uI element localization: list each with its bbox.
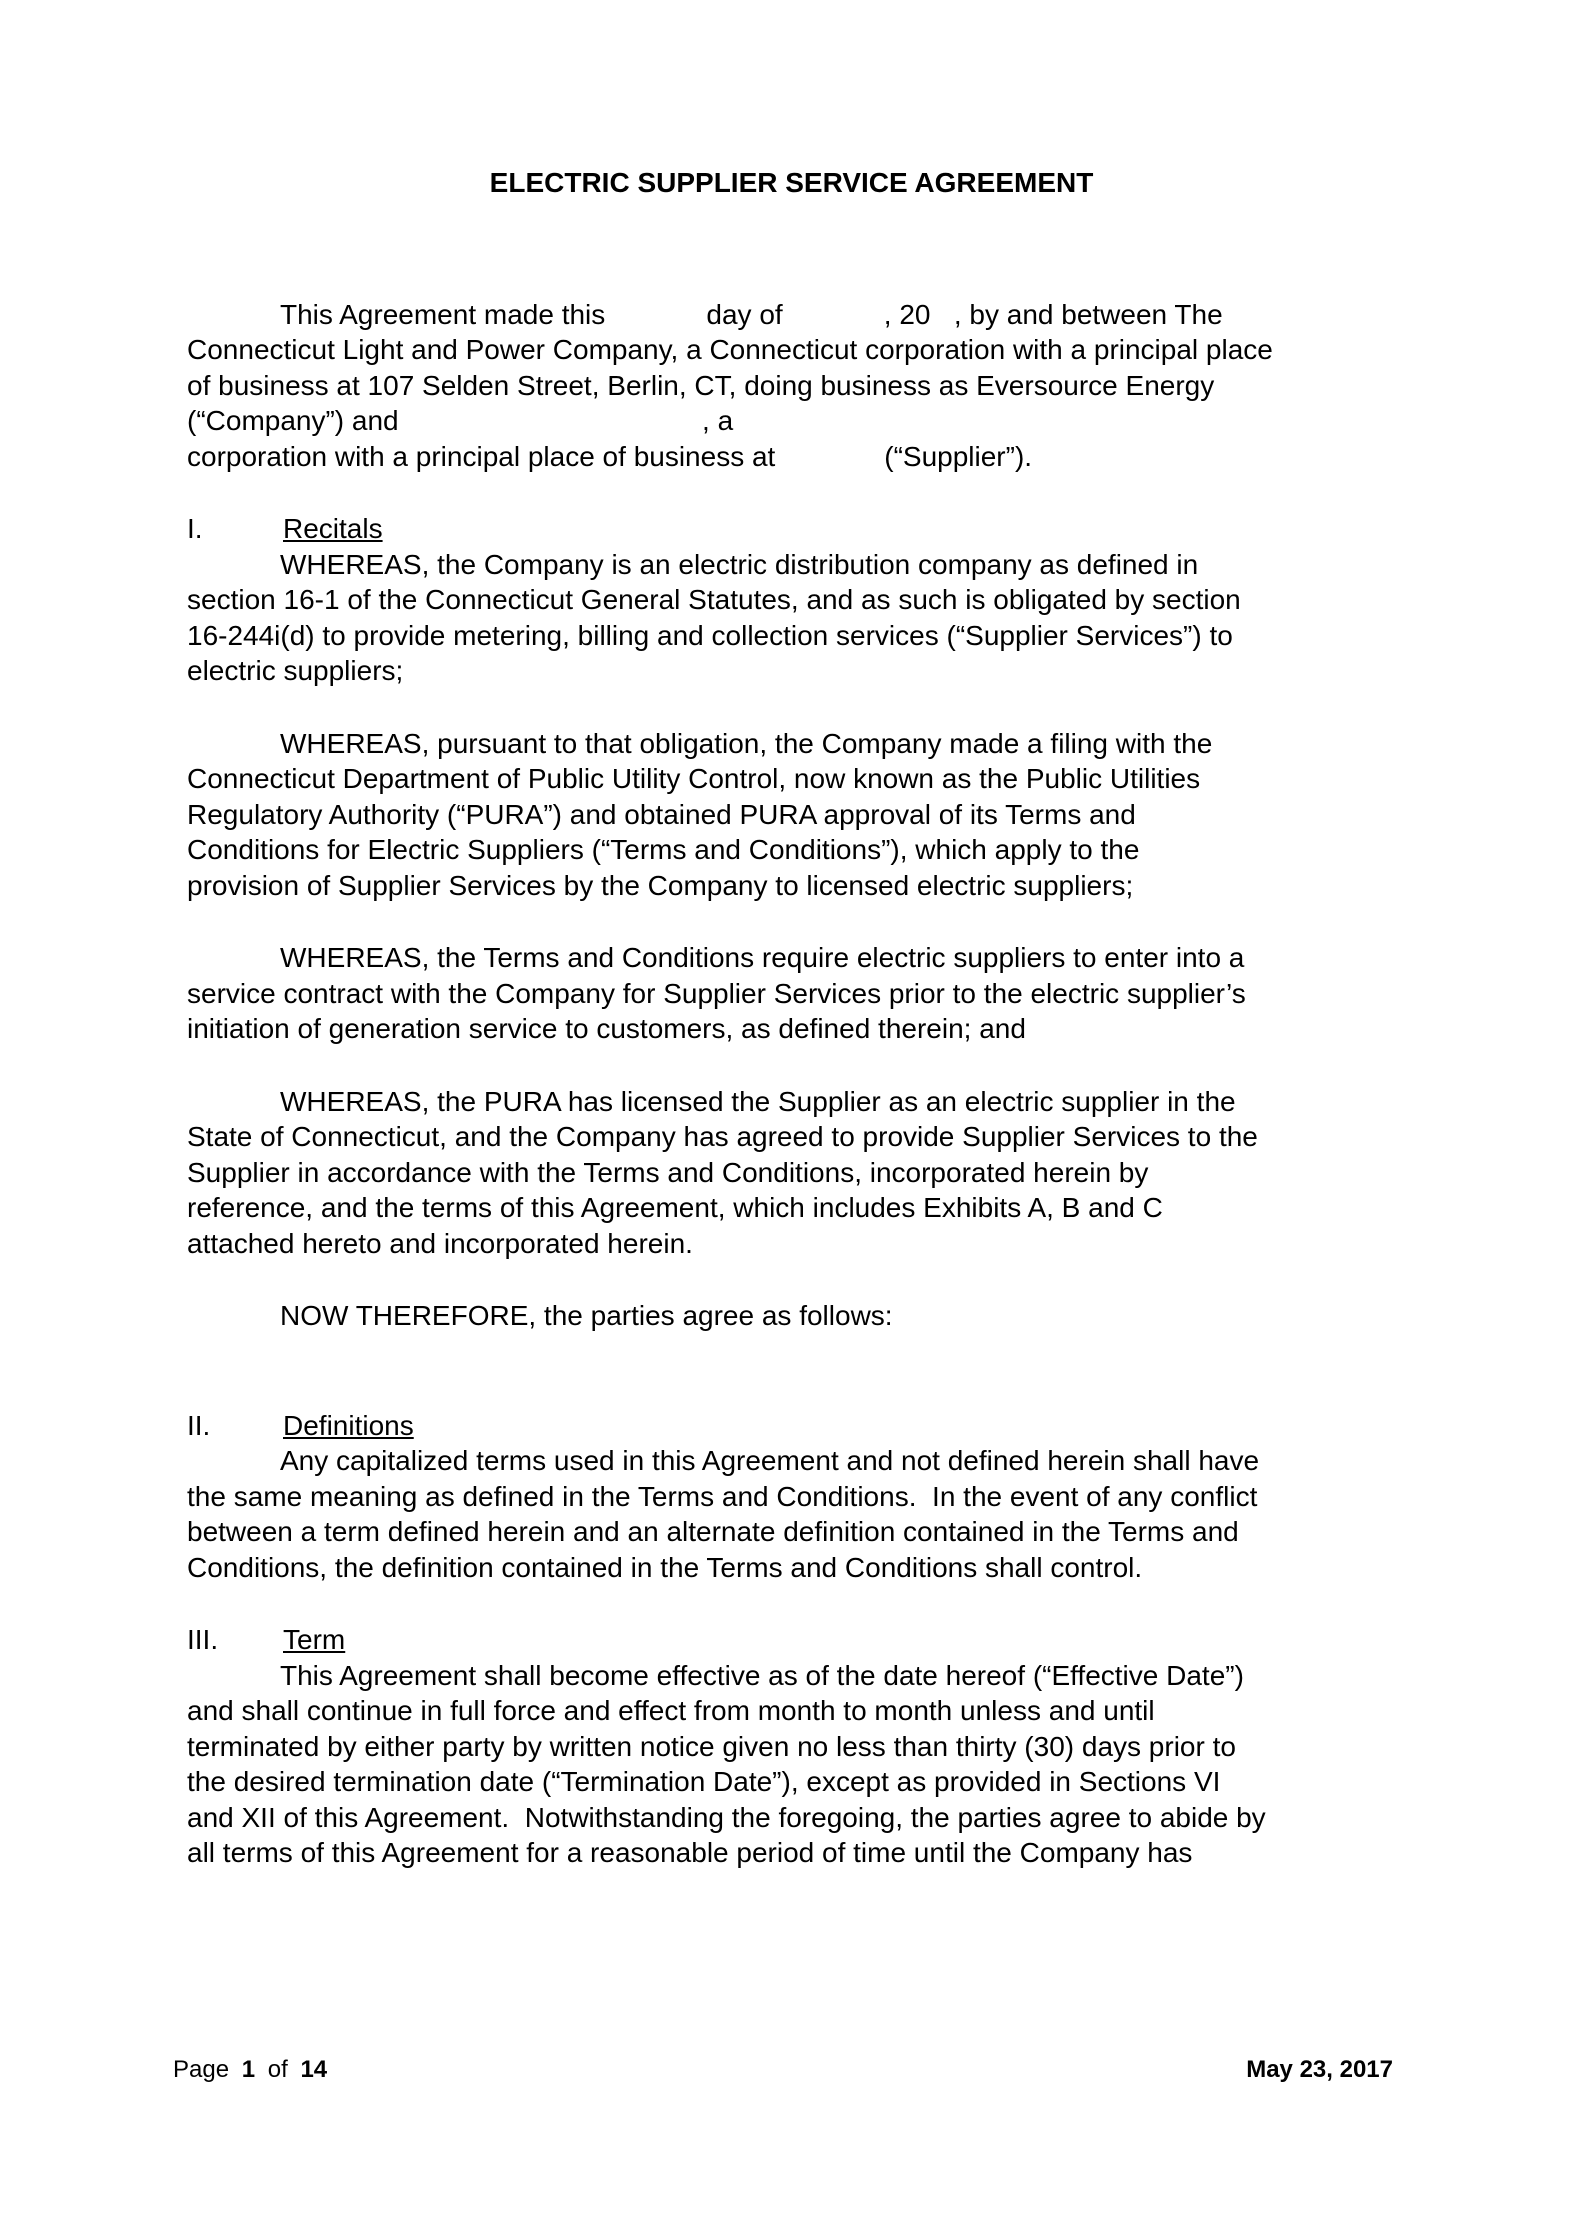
recitals-paragraph-2 bbox=[187, 726, 1396, 904]
text-line: Regulatory Authority (“PURA”) and obtained PURA approval of its Terms and bbox=[187, 798, 1136, 830]
text-line: reference, and the terms of this Agreement, which includes Exhibits A, B and C bbox=[187, 1192, 1163, 1223]
text-line: electric suppliers; bbox=[187, 655, 404, 686]
term-paragraph bbox=[187, 1658, 1396, 1871]
text-line: Conditions for Electric Suppliers (“Terms and Conditions”), which apply to the bbox=[187, 834, 1140, 865]
text-line: 16-244i(d) to provide metering, billing and collection services (“Supplier Services”) to bbox=[187, 619, 1233, 651]
text-line: Connecticut Light and Power Company, a Connecticut corporation with a principal place bbox=[187, 334, 1273, 365]
text-line: initiation of generation service to customers, as defined therein; and bbox=[187, 1013, 1026, 1044]
section-title: Definitions bbox=[283, 1409, 414, 1441]
text-line: This Agreement shall become effective as of the date hereof (“Effective Date”) bbox=[280, 1659, 1244, 1691]
section-heading-recitals bbox=[187, 511, 1396, 547]
document-title: ELECTRIC SUPPLIER SERVICE AGREEMENT bbox=[489, 167, 1094, 198]
text-line: service contract with the Company for Supplier Services prior to the electric supplier’s bbox=[187, 977, 1246, 1009]
footer-date: May 23, 2017 bbox=[1246, 2056, 1393, 2083]
page-number-label bbox=[173, 2055, 327, 2085]
text-line: WHEREAS, the Company is an electric distribution company as defined in bbox=[280, 548, 1199, 580]
recitals-paragraph-4 bbox=[187, 1084, 1396, 1262]
text-line: State of Connecticut, and the Company has agreed to provide Supplier Services to the bbox=[187, 1121, 1258, 1152]
text-line: section 16-1 of the Connecticut General Statutes, and as such is obligated by section bbox=[187, 584, 1241, 615]
page-number: 1 bbox=[241, 2056, 256, 2083]
recitals-paragraph-1 bbox=[187, 547, 1396, 689]
text-line: Any capitalized terms used in this Agreement and not defined herein shall have bbox=[280, 1445, 1260, 1476]
text-line: (“Company”) and , a bbox=[187, 405, 734, 436]
text-line: terminated by either party by written notice given no less than thirty (30) days prior to bbox=[187, 1730, 1236, 1762]
section-numeral: II. bbox=[187, 1409, 211, 1441]
section-heading-definitions bbox=[187, 1408, 1396, 1444]
text-line: of business at 107 Selden Street, Berlin, CT, doing business as Eversource Energy bbox=[187, 369, 1215, 401]
text-line: the same meaning as defined in the Terms and Conditions. In the event of any conflict bbox=[187, 1480, 1258, 1512]
now-therefore-paragraph bbox=[187, 1298, 1396, 1334]
text-line: Conditions, the definition contained in the Terms and Conditions shall control. bbox=[187, 1551, 1143, 1583]
section-title: Term bbox=[283, 1624, 346, 1655]
text-line: between a term defined herein and an alternate definition contained in the Terms and bbox=[187, 1516, 1239, 1547]
document-page bbox=[0, 165, 1583, 1871]
of-word: of bbox=[267, 2056, 288, 2083]
total-pages: 14 bbox=[300, 2056, 328, 2083]
text-line: corporation with a principal place of business at (“Supplier”). bbox=[187, 440, 1033, 472]
text-line: and XII of this Agreement. Notwithstanding the foregoing, the parties agree to abide by bbox=[187, 1801, 1266, 1833]
text-line: provision of Supplier Services by the Company to licensed electric suppliers; bbox=[187, 869, 1134, 901]
text-line: WHEREAS, the Terms and Conditions require electric suppliers to enter into a bbox=[280, 942, 1245, 973]
text-line: and shall continue in full force and effect from month to month unless and until bbox=[187, 1695, 1155, 1726]
recitals-paragraph-3 bbox=[187, 940, 1396, 1047]
section-numeral: III. bbox=[187, 1624, 219, 1655]
text-line: WHEREAS, the PURA has licensed the Supplier as an electric supplier in the bbox=[280, 1085, 1236, 1117]
section-title: Recitals bbox=[283, 513, 383, 544]
text-line: attached hereto and incorporated herein. bbox=[187, 1227, 693, 1259]
text-line: the desired termination date (“Termination Date”), except as provided in Sections VI bbox=[187, 1766, 1221, 1797]
text-line: WHEREAS, pursuant to that obligation, the Company made a filing with the bbox=[280, 727, 1213, 759]
text-line: This Agreement made this day of , 20 , by and between The bbox=[280, 298, 1223, 330]
section-numeral: I. bbox=[187, 513, 203, 544]
text-line: all terms of this Agreement for a reasonable period of time until the Company has bbox=[187, 1837, 1193, 1868]
section-heading-term bbox=[187, 1622, 1396, 1658]
text-line: NOW THEREFORE, the parties agree as follows: bbox=[280, 1300, 893, 1331]
intro-paragraph bbox=[187, 297, 1396, 475]
text-line: Connecticut Department of Public Utility Control, now known as the Public Utilities bbox=[187, 763, 1201, 794]
text-line: Supplier in accordance with the Terms and Conditions, incorporated herein by bbox=[187, 1156, 1149, 1188]
definitions-paragraph bbox=[187, 1443, 1396, 1585]
page-word: Page bbox=[173, 2056, 230, 2083]
page-footer bbox=[173, 2055, 1393, 2085]
